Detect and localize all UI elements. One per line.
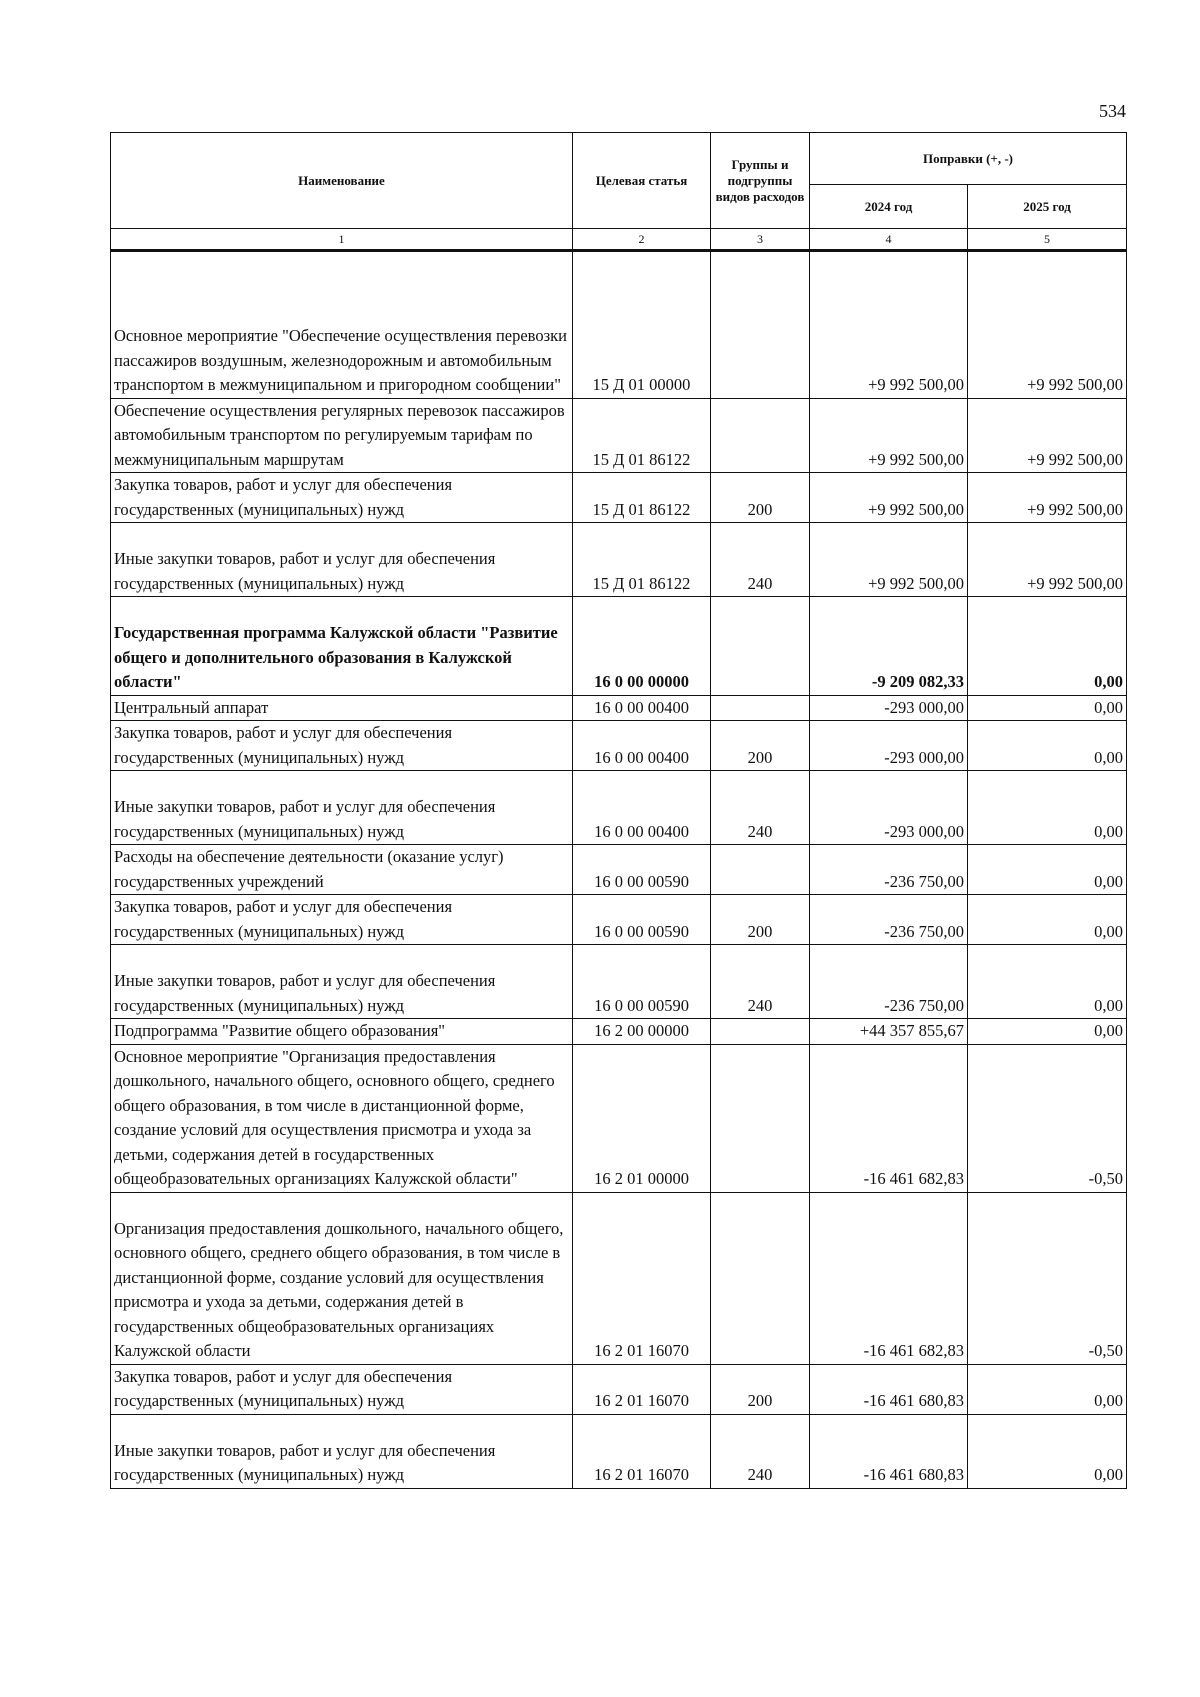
row-target-article: 15 Д 01 86122 bbox=[573, 473, 711, 523]
row-expense-group bbox=[711, 845, 810, 895]
row-amount-2024: +9 992 500,00 bbox=[810, 473, 968, 523]
row-name: Иные закупки товаров, работ и услуг для обеспечения государственных (муниципальных) нужд bbox=[111, 523, 573, 597]
row-amount-2024: -293 000,00 bbox=[810, 771, 968, 845]
table-row bbox=[111, 721, 1127, 771]
row-name: Закупка товаров, работ и услуг для обеспечения государственных (муниципальных) нужд bbox=[111, 1364, 573, 1414]
row-target-article: 16 0 00 00590 bbox=[573, 945, 711, 1019]
row-target-article: 16 0 00 00400 bbox=[573, 771, 711, 845]
column-number: 3 bbox=[711, 229, 810, 251]
row-expense-group: 240 bbox=[711, 945, 810, 1019]
row-target-article: 16 0 00 00000 bbox=[573, 597, 711, 696]
row-target-article: 16 2 01 16070 bbox=[573, 1414, 711, 1488]
row-amount-2025: 0,00 bbox=[968, 945, 1127, 1019]
row-target-article: 16 0 00 00590 bbox=[573, 845, 711, 895]
column-number: 2 bbox=[573, 229, 711, 251]
row-amount-2025: +9 992 500,00 bbox=[968, 398, 1127, 473]
table-row bbox=[111, 895, 1127, 945]
table-row bbox=[111, 1019, 1127, 1045]
row-amount-2024: -16 461 680,83 bbox=[810, 1364, 968, 1414]
header-year-2024: 2024 год bbox=[810, 185, 968, 229]
row-expense-group: 240 bbox=[711, 523, 810, 597]
row-amount-2025: +9 992 500,00 bbox=[968, 473, 1127, 523]
row-amount-2025: 0,00 bbox=[968, 1364, 1127, 1414]
row-amount-2024: +9 992 500,00 bbox=[810, 523, 968, 597]
table-row bbox=[111, 473, 1127, 523]
header-amendments: Поправки (+, -) bbox=[810, 133, 1127, 185]
row-amount-2024: -293 000,00 bbox=[810, 721, 968, 771]
row-expense-group: 200 bbox=[711, 721, 810, 771]
row-amount-2025: 0,00 bbox=[968, 695, 1127, 721]
row-amount-2024: -16 461 682,83 bbox=[810, 1192, 968, 1364]
row-expense-group: 200 bbox=[711, 895, 810, 945]
table-body bbox=[111, 251, 1127, 1489]
column-number: 5 bbox=[968, 229, 1127, 251]
row-expense-group bbox=[711, 695, 810, 721]
row-amount-2024: +9 992 500,00 bbox=[810, 251, 968, 399]
row-expense-group bbox=[711, 597, 810, 696]
table-row-program bbox=[111, 597, 1127, 696]
table-row bbox=[111, 1414, 1127, 1488]
row-amount-2025: -0,50 bbox=[968, 1044, 1127, 1192]
header-name: Наименование bbox=[111, 133, 573, 229]
row-amount-2024: -236 750,00 bbox=[810, 945, 968, 1019]
header-year-2025: 2025 год bbox=[968, 185, 1127, 229]
table-row bbox=[111, 845, 1127, 895]
row-name: Организация предоставления дошкольного, начального общего, основного общего, среднего общего образования, в том числе в дистанционной форме, создание условий для осуществления присмотра и ухода за детьми, содержания детей в государственных общеобразовательных организациях Калужской области bbox=[111, 1192, 573, 1364]
row-name: Закупка товаров, работ и услуг для обеспечения государственных (муниципальных) нужд bbox=[111, 721, 573, 771]
row-amount-2024: -236 750,00 bbox=[810, 845, 968, 895]
row-expense-group: 200 bbox=[711, 1364, 810, 1414]
row-amount-2025: 0,00 bbox=[968, 845, 1127, 895]
row-name: Центральный аппарат bbox=[111, 695, 573, 721]
row-target-article: 15 Д 01 86122 bbox=[573, 523, 711, 597]
row-amount-2025: -0,50 bbox=[968, 1192, 1127, 1364]
row-name: Иные закупки товаров, работ и услуг для обеспечения государственных (муниципальных) нужд bbox=[111, 945, 573, 1019]
row-target-article: 16 2 01 00000 bbox=[573, 1044, 711, 1192]
row-amount-2025: 0,00 bbox=[968, 771, 1127, 845]
row-expense-group bbox=[711, 1192, 810, 1364]
row-name: Иные закупки товаров, работ и услуг для обеспечения государственных (муниципальных) нужд bbox=[111, 1414, 573, 1488]
row-amount-2025: 0,00 bbox=[968, 1019, 1127, 1045]
row-target-article: 15 Д 01 00000 bbox=[573, 251, 711, 399]
row-amount-2024: -293 000,00 bbox=[810, 695, 968, 721]
row-name: Закупка товаров, работ и услуг для обеспечения государственных (муниципальных) нужд bbox=[111, 473, 573, 523]
budget-amendments-table bbox=[110, 132, 1127, 1489]
row-amount-2025: +9 992 500,00 bbox=[968, 251, 1127, 399]
row-expense-group bbox=[711, 251, 810, 399]
row-expense-group bbox=[711, 1044, 810, 1192]
row-amount-2025: 0,00 bbox=[968, 1414, 1127, 1488]
row-expense-group bbox=[711, 1019, 810, 1045]
table-row bbox=[111, 695, 1127, 721]
row-target-article: 16 2 01 16070 bbox=[573, 1192, 711, 1364]
row-amount-2024: -9 209 082,33 bbox=[810, 597, 968, 696]
row-target-article: 15 Д 01 86122 bbox=[573, 398, 711, 473]
row-name: Иные закупки товаров, работ и услуг для обеспечения государственных (муниципальных) нужд bbox=[111, 771, 573, 845]
row-amount-2025: +9 992 500,00 bbox=[968, 523, 1127, 597]
row-expense-group: 240 bbox=[711, 771, 810, 845]
column-numbers-row bbox=[111, 229, 1127, 251]
table-header bbox=[111, 133, 1127, 251]
header-target-article: Целевая статья bbox=[573, 133, 711, 229]
page-number: 534 bbox=[1099, 101, 1126, 121]
table-row bbox=[111, 1044, 1127, 1192]
row-target-article: 16 0 00 00590 bbox=[573, 895, 711, 945]
table-row bbox=[111, 523, 1127, 597]
row-expense-group: 240 bbox=[711, 1414, 810, 1488]
row-amount-2025: 0,00 bbox=[968, 597, 1127, 696]
row-target-article: 16 2 00 00000 bbox=[573, 1019, 711, 1045]
row-amount-2024: +44 357 855,67 bbox=[810, 1019, 968, 1045]
row-name: Обеспечение осуществления регулярных перевозок пассажиров автомобильным транспортом по регулируемым тарифам по межмуниципальным маршрутам bbox=[111, 398, 573, 473]
row-amount-2024: +9 992 500,00 bbox=[810, 398, 968, 473]
table-row bbox=[111, 1192, 1127, 1364]
row-expense-group bbox=[711, 398, 810, 473]
row-expense-group: 200 bbox=[711, 473, 810, 523]
row-target-article: 16 0 00 00400 bbox=[573, 721, 711, 771]
row-amount-2025: 0,00 bbox=[968, 721, 1127, 771]
row-amount-2025: 0,00 bbox=[968, 895, 1127, 945]
column-number: 1 bbox=[111, 229, 573, 251]
row-amount-2024: -16 461 682,83 bbox=[810, 1044, 968, 1192]
table-row bbox=[111, 251, 1127, 399]
row-name: Расходы на обеспечение деятельности (оказание услуг) государственных учреждений bbox=[111, 845, 573, 895]
row-amount-2024: -236 750,00 bbox=[810, 895, 968, 945]
row-target-article: 16 2 01 16070 bbox=[573, 1364, 711, 1414]
row-name: Государственная программа Калужской области "Развитие общего и дополнительного образования в Калужской области" bbox=[111, 597, 573, 696]
table-row bbox=[111, 945, 1127, 1019]
table-row bbox=[111, 398, 1127, 473]
column-number: 4 bbox=[810, 229, 968, 251]
table-row bbox=[111, 1364, 1127, 1414]
row-amount-2024: -16 461 680,83 bbox=[810, 1414, 968, 1488]
header-expense-groups: Группы и подгруппы видов расходов bbox=[711, 133, 810, 229]
row-name: Закупка товаров, работ и услуг для обеспечения государственных (муниципальных) нужд bbox=[111, 895, 573, 945]
row-name: Основное мероприятие "Обеспечение осуществления перевозки пассажиров воздушным, железнодорожным и автомобильным транспортом в межмуниципальном и пригородном сообщении" bbox=[111, 251, 573, 399]
row-target-article: 16 0 00 00400 bbox=[573, 695, 711, 721]
row-name: Основное мероприятие "Организация предоставления дошкольного, начального общего, основного общего, среднего общего образования, в том числе в дистанционной форме, создание условий для осуществления присмотра и ухода за детьми, содержания детей в государственных общеобразовательных организациях Калужской области" bbox=[111, 1044, 573, 1192]
row-name: Подпрограмма "Развитие общего образования" bbox=[111, 1019, 573, 1045]
table-row bbox=[111, 771, 1127, 845]
